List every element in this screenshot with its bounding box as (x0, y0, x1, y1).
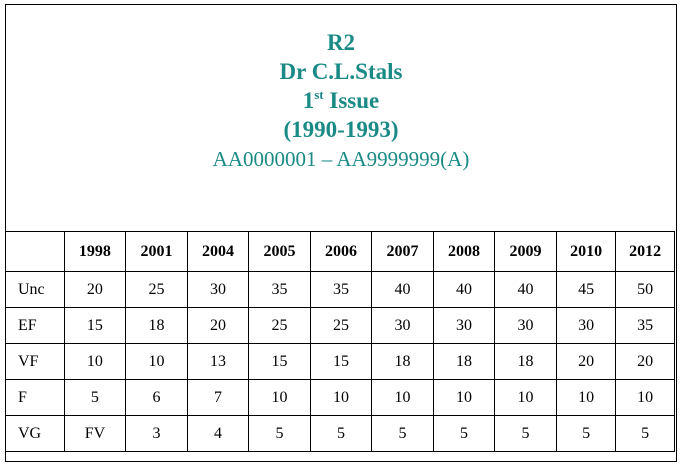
price-cell: 30 (495, 308, 557, 344)
price-cell: 50 (616, 272, 675, 308)
table-corner (6, 232, 65, 272)
issue-suffix: st (314, 87, 324, 102)
price-table (5, 231, 675, 452)
price-cell: 18 (126, 308, 188, 344)
year-header: 2006 (310, 232, 372, 272)
price-cell: 20 (187, 308, 249, 344)
grade-label: EF (6, 308, 65, 344)
price-cell: 20 (64, 272, 126, 308)
grade-label: Unc (6, 272, 65, 308)
price-cell: 5 (310, 416, 372, 452)
price-cell: 40 (433, 272, 495, 308)
price-cell: 25 (310, 308, 372, 344)
year-header: 2001 (126, 232, 188, 272)
table-row (6, 272, 675, 308)
price-cell: 35 (616, 308, 675, 344)
price-cell: 10 (616, 380, 675, 416)
issue-years: (1990-1993) (283, 117, 399, 142)
price-cell: 18 (372, 344, 434, 380)
price-cell: 18 (495, 344, 557, 380)
price-cell: 25 (249, 308, 311, 344)
serial-range: AA0000001 – AA9999999(A) (212, 147, 470, 171)
price-cell: 5 (495, 416, 557, 452)
year-header: 2010 (556, 232, 616, 272)
table-header-row (6, 232, 675, 272)
price-cell: 5 (64, 380, 126, 416)
year-header: 2005 (249, 232, 311, 272)
note-code: R2 (326, 30, 356, 55)
price-cell: 13 (187, 344, 249, 380)
price-cell: 3 (126, 416, 188, 452)
governor-name: Dr C.L.Stals (279, 59, 403, 84)
table-row (6, 380, 675, 416)
price-document (5, 4, 677, 462)
price-cell: 5 (616, 416, 675, 452)
issue-word: Issue (329, 88, 380, 113)
price-cell: FV (64, 416, 126, 452)
price-cell: 10 (126, 344, 188, 380)
price-cell: 10 (556, 380, 616, 416)
table-row (6, 308, 675, 344)
issue-title (6, 88, 676, 114)
price-cell: 20 (616, 344, 675, 380)
grade-label: F (6, 380, 65, 416)
price-cell: 10 (249, 380, 311, 416)
price-cell: 15 (310, 344, 372, 380)
price-cell: 45 (556, 272, 616, 308)
price-cell: 30 (556, 308, 616, 344)
year-header: 1998 (64, 232, 126, 272)
price-cell: 4 (187, 416, 249, 452)
year-header: 2007 (372, 232, 434, 272)
price-cell: 35 (310, 272, 372, 308)
year-header: 2004 (187, 232, 249, 272)
grade-label: VF (6, 344, 65, 380)
price-cell: 6 (126, 380, 188, 416)
price-cell: 20 (556, 344, 616, 380)
price-cell: 35 (249, 272, 311, 308)
price-cell: 40 (372, 272, 434, 308)
price-cell: 10 (372, 380, 434, 416)
price-cell: 10 (433, 380, 495, 416)
price-cell: 40 (495, 272, 557, 308)
year-header: 2009 (495, 232, 557, 272)
price-cell: 10 (310, 380, 372, 416)
year-header: 2012 (616, 232, 675, 272)
price-cell: 15 (64, 308, 126, 344)
price-cell: 15 (249, 344, 311, 380)
price-cell: 18 (433, 344, 495, 380)
grade-label: VG (6, 416, 65, 452)
price-cell: 10 (495, 380, 557, 416)
price-cell: 5 (249, 416, 311, 452)
price-cell: 10 (64, 344, 126, 380)
price-cell: 5 (433, 416, 495, 452)
note-header (6, 5, 676, 231)
price-cell: 5 (556, 416, 616, 452)
price-cell: 7 (187, 380, 249, 416)
price-cell: 30 (372, 308, 434, 344)
price-cell: 5 (372, 416, 434, 452)
issue-number: 1 (302, 88, 315, 113)
table-row (6, 344, 675, 380)
price-cell: 30 (433, 308, 495, 344)
year-header: 2008 (433, 232, 495, 272)
table-row (6, 416, 675, 452)
price-cell: 30 (187, 272, 249, 308)
price-cell: 25 (126, 272, 188, 308)
